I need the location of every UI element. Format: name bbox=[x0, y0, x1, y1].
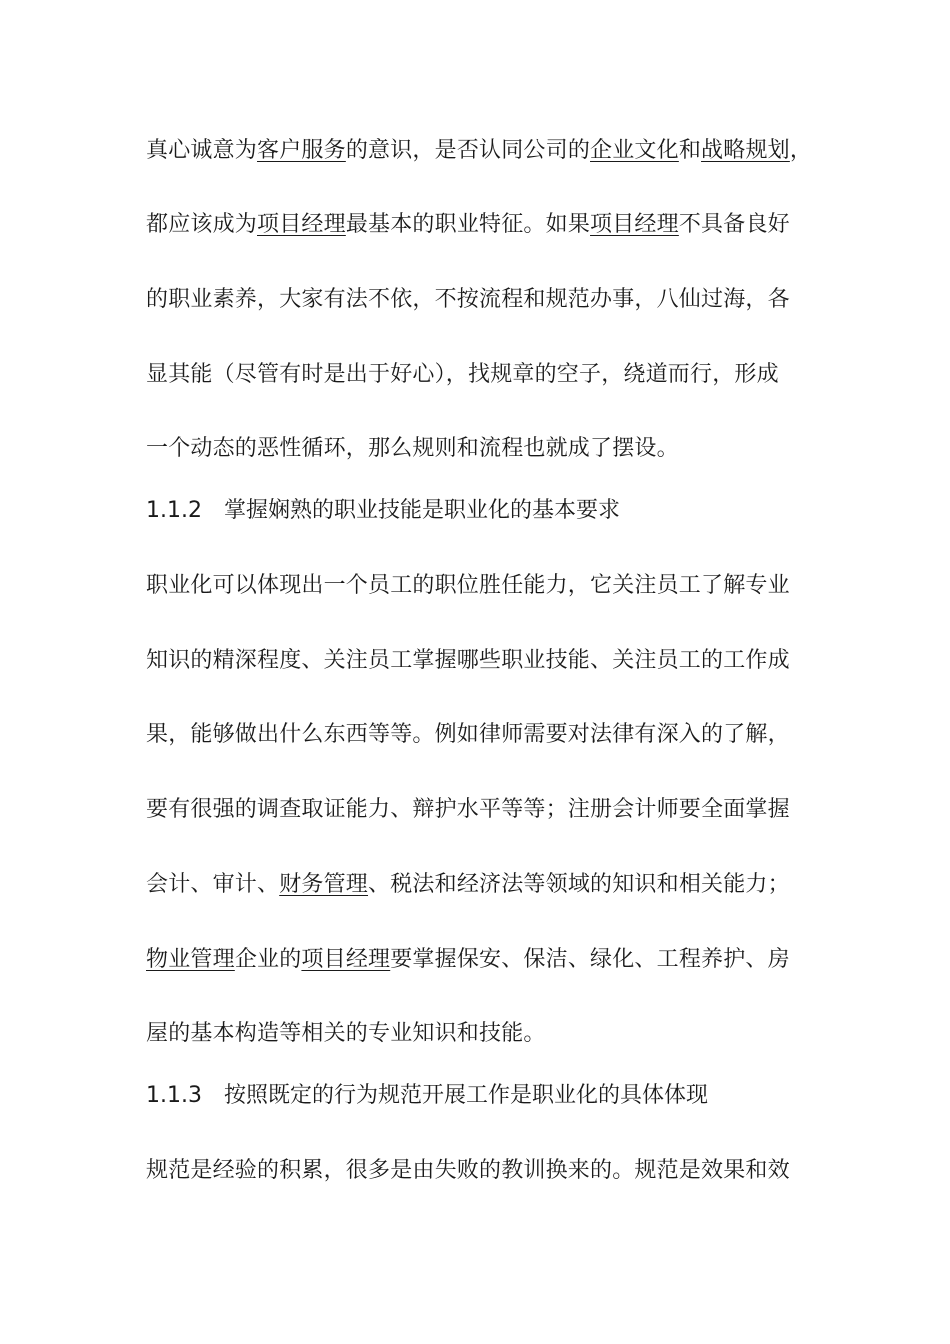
text-run: 会计、审计、 bbox=[146, 872, 280, 897]
text-run: 、税法和经济法等领域的知识和相关能力； bbox=[368, 872, 790, 897]
paragraph-line: 职业化可以体现出一个员工的职位胜任能力，它关注员工了解专业 bbox=[146, 573, 790, 598]
paragraph-line bbox=[146, 870, 790, 900]
link-project-manager[interactable]: 项目经理 bbox=[590, 212, 679, 237]
link-project-manager[interactable]: 项目经理 bbox=[301, 947, 391, 972]
paragraph-line: 规范是经验的积累，很多是由失败的教训换来的。规范是效果和效 bbox=[146, 1158, 790, 1183]
link-strategic-planning[interactable]: 战略规划 bbox=[701, 138, 790, 163]
paragraph-line bbox=[146, 136, 812, 166]
link-project-manager[interactable]: 项目经理 bbox=[257, 212, 346, 237]
section-title: 掌握娴熟的职业技能是职业化的基本要求 bbox=[224, 498, 621, 523]
link-property-management[interactable]: 物业管理 bbox=[146, 947, 235, 972]
text-run: 不具备良好 bbox=[678, 212, 790, 237]
paragraph-line: 显其能（尽管有时是出于好心），找规章的空子，绕道而行，形成 bbox=[146, 362, 779, 387]
text-run: 都应该成为 bbox=[146, 212, 258, 237]
link-customer-service[interactable]: 客户服务 bbox=[257, 138, 346, 163]
paragraph-line: 果，能够做出什么东西等等。例如律师需要对法律有深入的了解， bbox=[146, 722, 790, 747]
text-run: 真心诚意为 bbox=[146, 138, 258, 163]
section-title: 按照既定的行为规范开展工作是职业化的具体体现 bbox=[224, 1083, 709, 1108]
text-run: 最基本的职业特征。如果 bbox=[345, 212, 591, 237]
section-number: 1.1.2 bbox=[146, 498, 202, 523]
text-run: 和 bbox=[678, 138, 702, 163]
link-financial-management[interactable]: 财务管理 bbox=[279, 872, 369, 897]
section-heading bbox=[146, 496, 620, 526]
text-run: 的意识，是否认同公司的 bbox=[345, 138, 591, 163]
paragraph-line bbox=[146, 945, 790, 975]
section-number: 1.1.3 bbox=[146, 1083, 202, 1108]
paragraph-line: 一个动态的恶性循环，那么规则和流程也就成了摆设。 bbox=[146, 436, 679, 461]
paragraph-line: 知识的精深程度、关注员工掌握哪些职业技能、关注员工的工作成 bbox=[146, 648, 790, 673]
paragraph-line: 的职业素养，大家有法不依，不按流程和规范办事，八仙过海，各 bbox=[146, 287, 790, 312]
link-corporate-culture[interactable]: 企业文化 bbox=[590, 138, 679, 163]
text-run: ， bbox=[789, 138, 813, 163]
text-run: 企业的 bbox=[234, 947, 302, 972]
text-run: 要掌握保安、保洁、绿化、工程养护、房 bbox=[390, 947, 790, 972]
paragraph-line: 屋的基本构造等相关的专业知识和技能。 bbox=[146, 1021, 546, 1046]
section-heading bbox=[146, 1081, 708, 1111]
paragraph-line: 要有很强的调查取证能力、辩护水平等等；注册会计师要全面掌握 bbox=[146, 797, 790, 822]
paragraph-line bbox=[146, 210, 790, 240]
